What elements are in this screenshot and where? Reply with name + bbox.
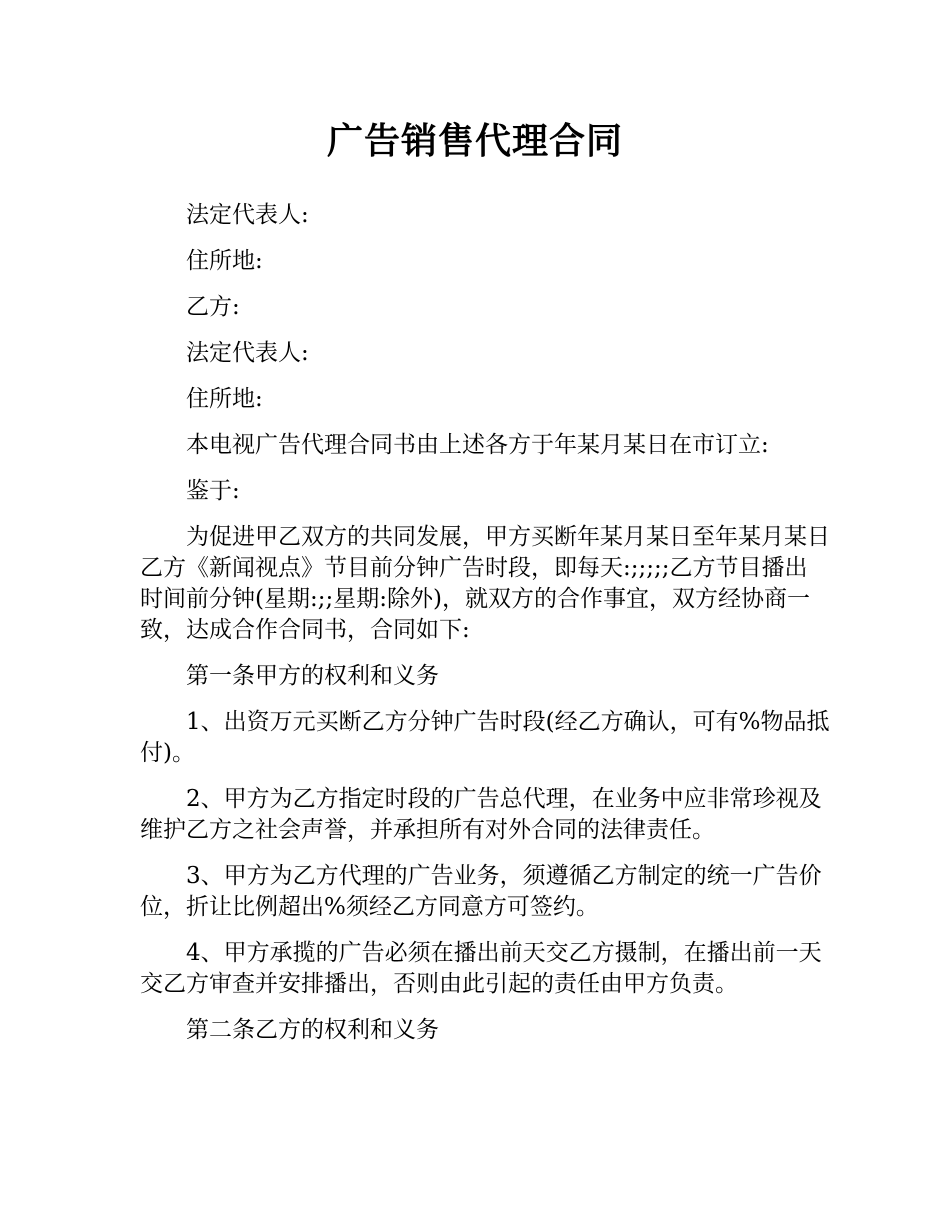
document-body <box>140 200 830 1061</box>
contract-preamble: 本电视广告代理合同书由上述各方于年某月某日在市订立: <box>186 432 769 458</box>
legal-representative-line-2: 法定代表人: <box>186 340 309 366</box>
domicile-line-1: 住所地: <box>186 248 263 274</box>
party-b-line: 乙方: <box>186 294 240 320</box>
article-1-clause-2: 2、甲方为乙方指定时段的广告总代理，在业务中应非常珍视及维护乙方之社会声誉，并承担所有对外合同的法律责任。 <box>140 786 822 843</box>
document-title: 广告销售代理合同 <box>326 121 623 162</box>
article-1-clause-4: 4、甲方承揽的广告必须在播出前天交乙方摄制，在播出前一天交乙方审查并安排播出，否则由此引起的责任由甲方负责。 <box>140 940 822 997</box>
whereas-paragraph: 为促进甲乙双方的共同发展，甲方买断年某月某日至年某月某日乙方《新闻视点》节目前分钟广告时段，即每天:;;;;;乙方节目播出时间前分钟(星期:;;星期:除外)，就双方的合作事宜，双方经协商一致，达成合作合同书，合同如下: <box>140 524 830 643</box>
article-1-heading: 第一条甲方的权利和义务 <box>186 663 439 689</box>
article-1-clause-1: 1、出资万元买断乙方分钟广告时段(经乙方确认，可有%物品抵付)。 <box>140 709 830 766</box>
domicile-line-2: 住所地: <box>186 386 263 412</box>
whereas-heading: 鉴于: <box>186 478 240 504</box>
legal-representative-line-1: 法定代表人: <box>186 202 309 228</box>
article-1-clause-3: 3、甲方为乙方代理的广告业务，须遵循乙方制定的统一广告价位，折让比例超出%须经乙方同意方可签约。 <box>140 863 822 920</box>
article-2-heading: 第二条乙方的权利和义务 <box>186 1017 439 1043</box>
